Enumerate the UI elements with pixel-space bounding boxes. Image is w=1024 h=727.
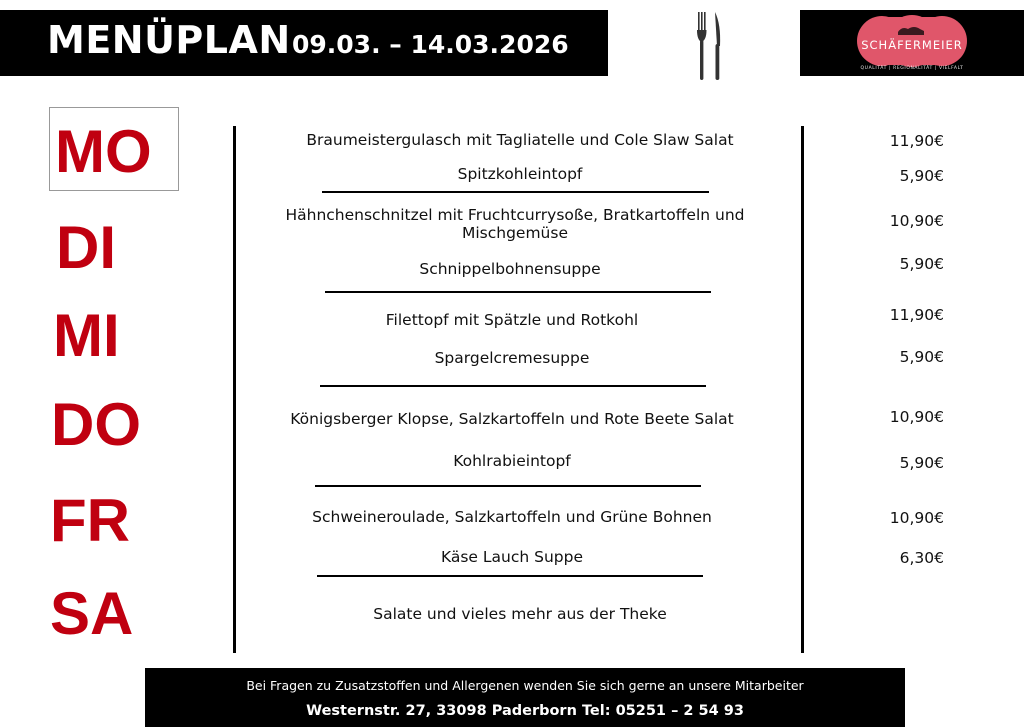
menu-price: 10,90€ bbox=[889, 408, 944, 426]
footer-bar bbox=[145, 668, 905, 727]
day-label-fr: FR bbox=[50, 487, 130, 554]
menu-price: 5,90€ bbox=[899, 167, 944, 185]
menu-price: 5,90€ bbox=[899, 454, 944, 472]
menu-item: Schweineroulade, Salzkartoffeln und Grüne Bohnen bbox=[312, 508, 712, 526]
divider bbox=[317, 575, 703, 577]
menu-price: 6,30€ bbox=[899, 549, 944, 567]
day-label-mo: MO bbox=[55, 118, 152, 185]
divider bbox=[325, 291, 711, 293]
day-label-di: DI bbox=[56, 214, 116, 281]
left-divider bbox=[233, 126, 236, 653]
page-title: MENÜPLAN bbox=[47, 18, 291, 62]
menu-price: 5,90€ bbox=[899, 348, 944, 366]
title-bar bbox=[0, 10, 608, 76]
day-label-do: DO bbox=[51, 391, 141, 458]
logo bbox=[800, 10, 1024, 76]
divider bbox=[322, 191, 709, 193]
menu-item: Schnippelbohnensuppe bbox=[419, 260, 601, 278]
menu-price: 10,90€ bbox=[889, 212, 944, 230]
menu-item: Spitzkohleintopf bbox=[457, 165, 583, 183]
menu-item: Braumeistergulasch mit Tagliatelle und Cole Slaw Salat bbox=[306, 131, 734, 149]
menu-item: Salate und vieles mehr aus der Theke bbox=[373, 605, 667, 623]
day-label-mi: MI bbox=[53, 302, 120, 369]
menu-price: 10,90€ bbox=[889, 509, 944, 527]
day-label-sa: SA bbox=[50, 580, 134, 647]
right-divider bbox=[801, 126, 804, 653]
date-range: 09.03. – 14.03.2026 bbox=[292, 30, 569, 59]
address-line: Westernstr. 27, 33098 Paderborn Tel: 05251 – 2 54 93 bbox=[306, 703, 744, 719]
divider bbox=[320, 385, 706, 387]
menu-price: 11,90€ bbox=[889, 132, 944, 150]
cutlery-icon bbox=[690, 10, 730, 82]
allergen-note: Bei Fragen zu Zusatzstoffen und Allergenen wenden Sie sich gerne an unsere Mitarbeiter bbox=[246, 678, 804, 693]
logo-tagline: QUALITÄT | REGIONALITÄT | VIELFALT bbox=[860, 66, 964, 71]
menu-item: Hähnchenschnitzel mit Fruchtcurrysoße, Bratkartoffeln und Mischgemüse bbox=[285, 206, 745, 242]
divider bbox=[315, 485, 701, 487]
menu-item: Kohlrabieintopf bbox=[453, 452, 571, 470]
menu-item: Königsberger Klopse, Salzkartoffeln und Rote Beete Salat bbox=[290, 410, 734, 428]
logo-name: SCHÄFERMEIER bbox=[861, 38, 963, 52]
menu-item: Käse Lauch Suppe bbox=[440, 548, 584, 566]
menu-item: Spargelcremesuppe bbox=[434, 349, 590, 367]
menu-price: 11,90€ bbox=[889, 306, 944, 324]
menu-price: 5,90€ bbox=[899, 255, 944, 273]
menu-item: Filettopf mit Spätzle und Rotkohl bbox=[385, 311, 639, 329]
